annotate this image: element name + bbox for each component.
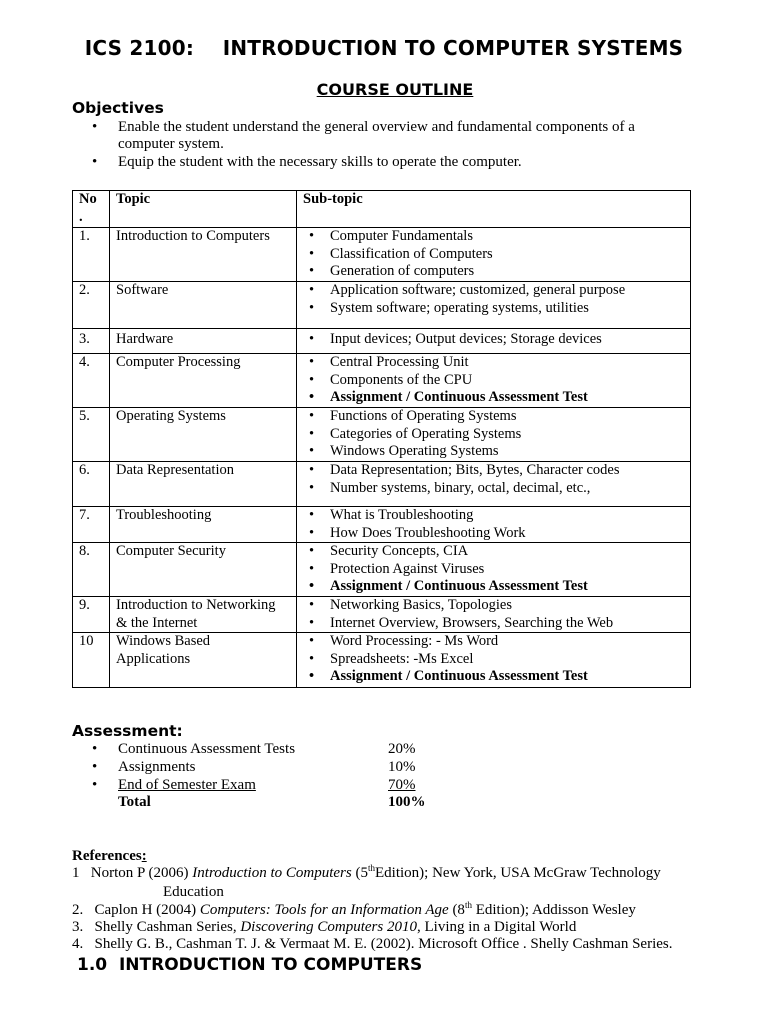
assessment-item-value: 20% bbox=[388, 741, 416, 757]
subtopic-item: • Number systems, binary, octal, decimal, etc., bbox=[303, 480, 684, 498]
row-subtopics bbox=[297, 329, 691, 354]
row-number: 1. bbox=[73, 228, 110, 282]
table-row bbox=[73, 507, 691, 543]
objective-item-cont: computer system. bbox=[118, 136, 224, 152]
course-outline-table bbox=[72, 190, 691, 688]
row-number: 2. bbox=[73, 282, 110, 329]
subtopic-item: • Computer Fundamentals bbox=[303, 228, 684, 246]
row-number: 3. bbox=[73, 329, 110, 354]
row-topic: Software bbox=[110, 282, 297, 329]
objective-item: Enable the student understand the general overview and fundamental components of a bbox=[118, 119, 635, 135]
row-number: 10 bbox=[73, 633, 110, 688]
subtopic-item: • Word Processing: - Ms Word bbox=[303, 633, 684, 651]
row-number: 8. bbox=[73, 543, 110, 597]
assessment-item-value: 10% bbox=[388, 759, 416, 775]
subtopic-item: • Input devices; Output devices; Storage devices bbox=[303, 331, 684, 349]
table-header-row bbox=[73, 191, 691, 228]
row-subtopics bbox=[297, 282, 691, 329]
row-topic: Operating Systems bbox=[110, 408, 297, 462]
references-heading: References: bbox=[72, 848, 147, 864]
subtopic-item-assessment: • Assignment / Continuous Assessment Test bbox=[303, 578, 684, 596]
table-row bbox=[73, 282, 691, 329]
bullet-icon: • bbox=[92, 777, 98, 793]
reference-item: 4. Shelly G. B., Cashman T. J. & Vermaat M. E. (2002). Microsoft Office . Shelly Cashman Series. bbox=[72, 936, 673, 952]
row-subtopics bbox=[297, 354, 691, 408]
reference-item: 1 Norton P (2006) Introduction to Computers (5thEdition); New York, USA McGraw Technology bbox=[72, 863, 661, 881]
bullet-icon: • bbox=[92, 741, 98, 757]
reference-item: 3. Shelly Cashman Series, Discovering Computers 2010, Living in a Digital World bbox=[72, 919, 577, 935]
row-subtopics bbox=[297, 228, 691, 282]
table-row bbox=[73, 228, 691, 282]
row-number: 5. bbox=[73, 408, 110, 462]
subtopic-item: • System software; operating systems, utilities bbox=[303, 300, 684, 318]
table-row bbox=[73, 408, 691, 462]
subtopic-item: • Classification of Computers bbox=[303, 246, 684, 264]
section-heading: 1.0 INTRODUCTION TO COMPUTERS bbox=[77, 955, 423, 975]
subtopic-item-assessment: • Assignment / Continuous Assessment Test bbox=[303, 668, 684, 686]
reference-item-cont: Education bbox=[163, 884, 224, 900]
assessment-total-label: Total bbox=[118, 794, 151, 810]
row-topic: Windows Based Applications bbox=[110, 633, 297, 688]
row-subtopics bbox=[297, 462, 691, 507]
assessment-item-label: Continuous Assessment Tests bbox=[118, 741, 296, 757]
table-row bbox=[73, 543, 691, 597]
subtopic-item: • What is Troubleshooting bbox=[303, 507, 684, 525]
row-topic: Computer Security bbox=[110, 543, 297, 597]
subtopic-item: • Security Concepts, CIA bbox=[303, 543, 684, 561]
subtopic-item: • Spreadsheets: -Ms Excel bbox=[303, 651, 684, 669]
subtopic-item: • Generation of computers bbox=[303, 263, 684, 281]
assessment-item-label: Assignments bbox=[118, 759, 196, 775]
row-subtopics bbox=[297, 543, 691, 597]
subtopic-item: • Data Representation; Bits, Bytes, Character codes bbox=[303, 462, 684, 480]
assessment-heading: Assessment: bbox=[72, 722, 183, 740]
header-cell-topic: Topic bbox=[110, 191, 297, 228]
subtopic-item-assessment: • Assignment / Continuous Assessment Test bbox=[303, 389, 684, 407]
row-topic: Data Representation bbox=[110, 462, 297, 507]
table-row bbox=[73, 462, 691, 507]
course-outline-subtitle: COURSE OUTLINE bbox=[316, 80, 474, 99]
subtopic-item: • How Does Troubleshooting Work bbox=[303, 525, 684, 543]
row-topic: Hardware bbox=[110, 329, 297, 354]
bullet-icon: • bbox=[92, 154, 98, 170]
bullet-icon: • bbox=[92, 119, 98, 135]
row-subtopics bbox=[297, 597, 691, 633]
subtopic-item: • Central Processing Unit bbox=[303, 354, 684, 372]
row-topic: Introduction to Networking & the Internet bbox=[110, 597, 297, 633]
subtopic-item: • Internet Overview, Browsers, Searching the Web bbox=[303, 615, 684, 633]
row-number: 6. bbox=[73, 462, 110, 507]
row-topic: Troubleshooting bbox=[110, 507, 297, 543]
table-row bbox=[73, 354, 691, 408]
subtopic-item: • Categories of Operating Systems bbox=[303, 426, 684, 444]
row-number: 9. bbox=[73, 597, 110, 633]
table-row bbox=[73, 597, 691, 633]
header-cell-subtopic: Sub-topic bbox=[297, 191, 691, 228]
row-number: 4. bbox=[73, 354, 110, 408]
row-subtopics bbox=[297, 507, 691, 543]
table-row bbox=[73, 633, 691, 688]
subtopic-item: • Application software; customized, general purpose bbox=[303, 282, 684, 300]
subtopic-item: • Components of the CPU bbox=[303, 372, 684, 390]
assessment-item-label: End of Semester Exam bbox=[118, 777, 256, 793]
bullet-icon: • bbox=[92, 759, 98, 775]
subtopic-item: • Windows Operating Systems bbox=[303, 443, 684, 461]
header-cell-no: No . bbox=[73, 191, 110, 228]
table-row bbox=[73, 329, 691, 354]
subtopic-item: • Networking Basics, Topologies bbox=[303, 597, 684, 615]
document-title: ICS 2100: INTRODUCTION TO COMPUTER SYSTEMS bbox=[84, 36, 684, 60]
row-subtopics bbox=[297, 408, 691, 462]
reference-item: 2. Caplon H (2004) Computers: Tools for an Information Age (8th Edition); Addisson Wesley bbox=[72, 900, 636, 918]
row-number: 7. bbox=[73, 507, 110, 543]
subtopic-item: • Protection Against Viruses bbox=[303, 561, 684, 579]
row-topic: Computer Processing bbox=[110, 354, 297, 408]
objective-item: Equip the student with the necessary skills to operate the computer. bbox=[118, 154, 522, 170]
assessment-total-value: 100% bbox=[388, 794, 426, 810]
assessment-item-value: 70% bbox=[388, 777, 416, 793]
subtopic-item: • Functions of Operating Systems bbox=[303, 408, 684, 426]
row-subtopics bbox=[297, 633, 691, 688]
row-topic: Introduction to Computers bbox=[110, 228, 297, 282]
objectives-heading: Objectives bbox=[72, 99, 164, 117]
